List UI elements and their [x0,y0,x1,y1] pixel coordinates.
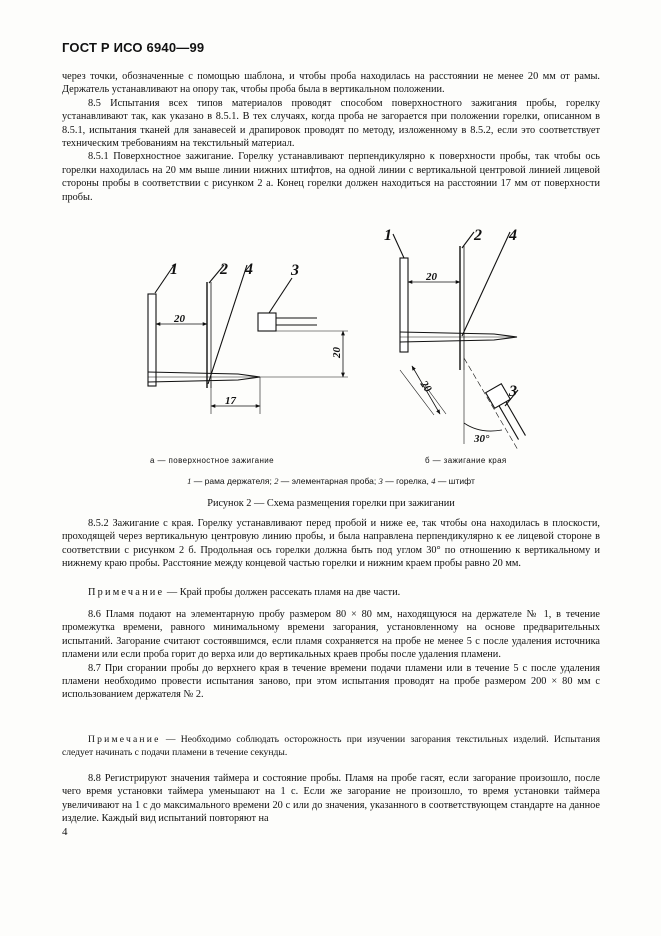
label-a-1: 1 [170,261,178,278]
label-a-2: 2 [220,261,228,278]
text-block-low [62,608,600,702]
paragraph: 8.5.2 Зажигание с края. Горелку устанавливают перед пробой и ниже ее, так чтобы она находилась в плоскости, проходящей через вертикальную центровую линию пробы, и была направлена перпендикулярно к ее лицевой стороне в соответствии с рисунком 2 б. Продольная ось горелки должна быть под углом 30° по отношению к вертикальному и нижнему краю пробы. Расстояние между концевой частью горелки и нижним краем пробы равно 20 мм. [62,518,600,570]
page-header: ГОСТ Р ИСО 6940—99 [62,40,205,55]
paragraph: 8.6 Пламя подают на элементарную пробу размером 80 × 80 мм, находящуюся на держателе № 1, в течение промежутка времени, равного минимальному времени загорания, установленному на основе предварительных испытаний. Загорание считают состоявшимся, если пламя сохраняется на пробе не менее 5 с после удаления источника пламени или если проба горит до верха или до вертикальных краев пробы после удаления пламени. [62,609,600,661]
label-b-3: 3 [509,383,517,400]
diagram-b [393,232,530,450]
paragraph: 8.5.1 Поверхностное зажигание. Горелку устанавливают перпендикулярно к поверхности пробы, так чтобы ось горелки находилась на 20 мм выше линии нижних штифтов, на одной линии с вертикальной центровой линией лицевой стороны пробы в соответствии с рисунком 2 а. Конец горелки должен находиться на расстоянии 17 мм от поверхности пробы. [62,151,600,203]
legend-text: — штифт [435,476,475,486]
legend-text: — горелка, [382,476,432,486]
note-1 [62,586,600,599]
dim-b-angle: 30° [474,433,490,445]
legend-num: 1 [187,476,192,486]
figure-2-diagrams [62,218,600,510]
diagram-a-labels [170,261,343,407]
caption-b: б — зажигание края [425,456,507,465]
figure-legend [62,476,600,486]
dim-a-20v: 20 [331,347,343,358]
note-2 [62,733,600,760]
caption-a: а — поверхностное зажигание [150,456,274,465]
note-label: Примечание [88,586,165,598]
paragraph: через точки, обозначенные с помощью шаблона, и чтобы проба находилась на расстоянии не менее 20 мм от рамы. Держатель устанавливают на опору так, чтобы проба была в вертикальном положении. [62,71,600,96]
note-2-block [62,733,600,760]
label-b-4: 4 [509,227,517,244]
label-b-1: 1 [384,227,392,244]
burner-b [486,384,530,442]
legend-num: 2 [274,476,279,486]
paragraph: 8.5 Испытания всех типов материалов проводят способом поверхностного зажигания пробы, горелку устанавливают так, как указано в 8.5.1. В тех случаях, когда проба не загорается при положении горелки, описанном в 8.5.1, испытания тканей для занавесей и драпировок проводят по методу, изложенному в 8.5.2, если это соответствует техническим требованиям на текстильный материал. [62,97,600,150]
text-block-end [62,772,600,826]
page-number: 4 [62,826,68,838]
text-block-mid [62,517,600,599]
label-a-4: 4 [245,261,253,278]
note-text: — Необходимо соблюдать осторожность при изучении загорания текстильных изделий. Испытания следует начинать с подачи пламени в течение секунды. [62,734,600,759]
legend-text: — элементарная проба; [278,476,379,486]
legend-num: 4 [431,476,436,486]
paragraph: 8.7 При сгорании пробы до верхнего края в течение времени подачи пламени или в течение 5 с после удаления пламени необходимо провести испытания заново, при этом испытания проводят на пробе размером 200 × 80 мм с использованием держателя № 2. [62,662,600,701]
figure-2 [62,218,600,510]
paragraph: 8.8 Регистрируют значения таймера и состояние пробы. Пламя на пробе гасят, если загорание произошло, после чего время установки таймера уменьшают на 1 с. Если же загорание не произошло, то время установки таймера увеличивают на 1 с до максимального времени 20 с или до значения, указанного в соответствующем стандарте на данное изделие. Каждый вид испытаний повторяют на [62,773,600,825]
label-b-2: 2 [474,227,482,244]
diagram-a [148,265,348,414]
dim-a-17: 17 [225,395,236,407]
dim-a-20h: 20 [174,313,185,325]
legend-num: 3 [378,476,383,486]
figure-title: Рисунок 2 — Схема размещения горелки при зажигании [207,498,455,509]
text-block-top [62,70,600,204]
dim-b-20o: 20 [417,378,434,395]
dim-b-20h: 20 [426,271,437,283]
burner-a [258,313,276,331]
holder-frame-b [400,258,408,352]
legend-text: — рама держателя; [191,476,275,486]
note-label: Примечание [88,734,161,745]
note-text: — Край пробы должен рассекать пламя на две части. [164,586,401,598]
label-a-3: 3 [291,262,299,279]
